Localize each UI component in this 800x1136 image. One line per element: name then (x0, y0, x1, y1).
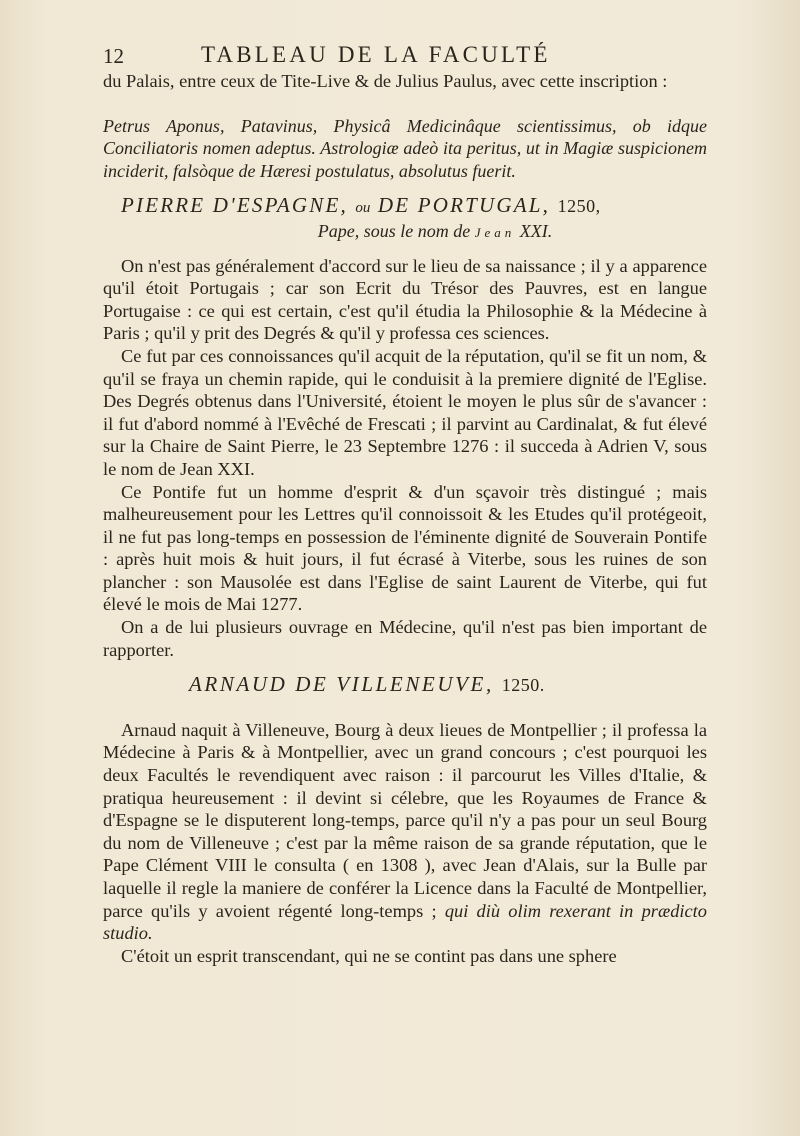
page-header (103, 42, 713, 72)
intro-text: du Palais, entre ceux de Tite-Live & de Julius Paulus, avec cette inscription : (103, 71, 668, 91)
paragraph (103, 719, 707, 945)
heading-name: ARNAUD DE VILLENEUVE, (189, 672, 494, 697)
subheading-pre: Pape, sous le nom de (317, 220, 471, 241)
paragraph: On n'est pas généralement d'accord sur le lieu de sa naissance ; il y a apparence qu'il étoit Portugais ; car son Ecrit du Trésor des Pauvres, est en langue Portugaise : ce qui est certain, c'est qu'il étudia la Philosophie & la Médecine à Paris ; qu'il y prit des Degrés & qu'il y professa ces sciences. (103, 255, 707, 344)
section-heading-pierre (121, 194, 707, 220)
section-subheading-pierre (163, 220, 707, 245)
paragraph-text: Arnaud naquit à Villeneuve, Bourg à deux lieues de Montpellier ; il professa la Médecine à Paris & à Montpellier, avec un grand concours ; c'est pourquoi les deux Facultés le revendiquent avec raison : il parcourut les Villes d'Italie, & pratiqua heureusement : il devint si célebre, que les Royaumes de France & d'Espagne se le disputerent long-temps, parce qu'il n'y a pas pour un seul Bourg du nom de Villeneuve ; c'est par la même raison de sa grande réputation, que le Pape Clément VIII le consulta ( en 1308 ), avec Jean d'Alais, sur la Bulle par laquelle il regle la maniere de conférer la Licence dans la Faculté de Montpellier, parce qu'ils y avoient régenté long-temps ; (103, 719, 707, 921)
paragraph: On a de lui plusieurs ouvrage en Médecine, qu'il n'est pas bien important de rapporter. (103, 617, 707, 660)
heading-rest: DE PORTUGAL, (377, 193, 551, 218)
subheading-post: XXI. (519, 220, 553, 241)
subheading-name: Jean (474, 224, 516, 240)
page-number: 12 (103, 44, 124, 68)
last-line: C'étoit un esprit transcendant, qui ne se contint pas dans une sphere (121, 945, 617, 966)
section-heading-arnaud (189, 673, 707, 697)
heading-name: PIERRE D'ESPAGNE, (121, 193, 348, 218)
heading-ou: ou (355, 200, 371, 217)
paragraph: Ce Pontife fut un homme d'esprit & d'un sçavoir très distingué ; mais malheureusement pour les Lettres qu'il connoissoit & les Etudes qu'il protégeoit, il ne fut pas long-temps en possession de l'éminente dignité de Souverain Pontife : après huit mois & huit jours, il fut écrasé à Viterbe, sous les ruines de son plancher : son Mausolée est dans l'Eglise de saint Laurent de Viterbe, qui fut élevé le mois de Mai 1277. (103, 481, 707, 615)
page-body (103, 70, 707, 967)
paragraph-latin: qui diù olim rexerant in prædicto studio. (103, 900, 707, 944)
heading-year: 1250, (557, 196, 601, 217)
latin-inscription: Petrus Aponus, Patavinus, Physicâ Medicinâque scientissimus, ob idque Conciliatoris nomen adeptus. Astrologiæ adeò ita peritus, ut in Magiæ suspicionem inciderit, falsòque de Hæresi postulatus, absolutus fuerit. (103, 115, 707, 181)
paragraph: Ce fut par ces connoissances qu'il acquit de la réputation, qu'il se fit un nom, & qu'il se fraya un chemin rapide, qui le conduisit à la premiere dignité de l'Eglise. Des Degrés obtenus dans l'Université, étoient le moyen le plus sûr de s'avancer : il fut d'abord nommé à l'Evêché de Frescati ; il parvint au Cardinalat, & fut élevé sur la Chaire de Saint Pierre, le 23 Septembre 1276 : il succeda à Adrien V, sous le nom de Jean XXI. (103, 345, 707, 479)
heading-year: 1250. (501, 675, 545, 696)
running-title: TABLEAU DE LA FACULTÉ (201, 42, 551, 67)
